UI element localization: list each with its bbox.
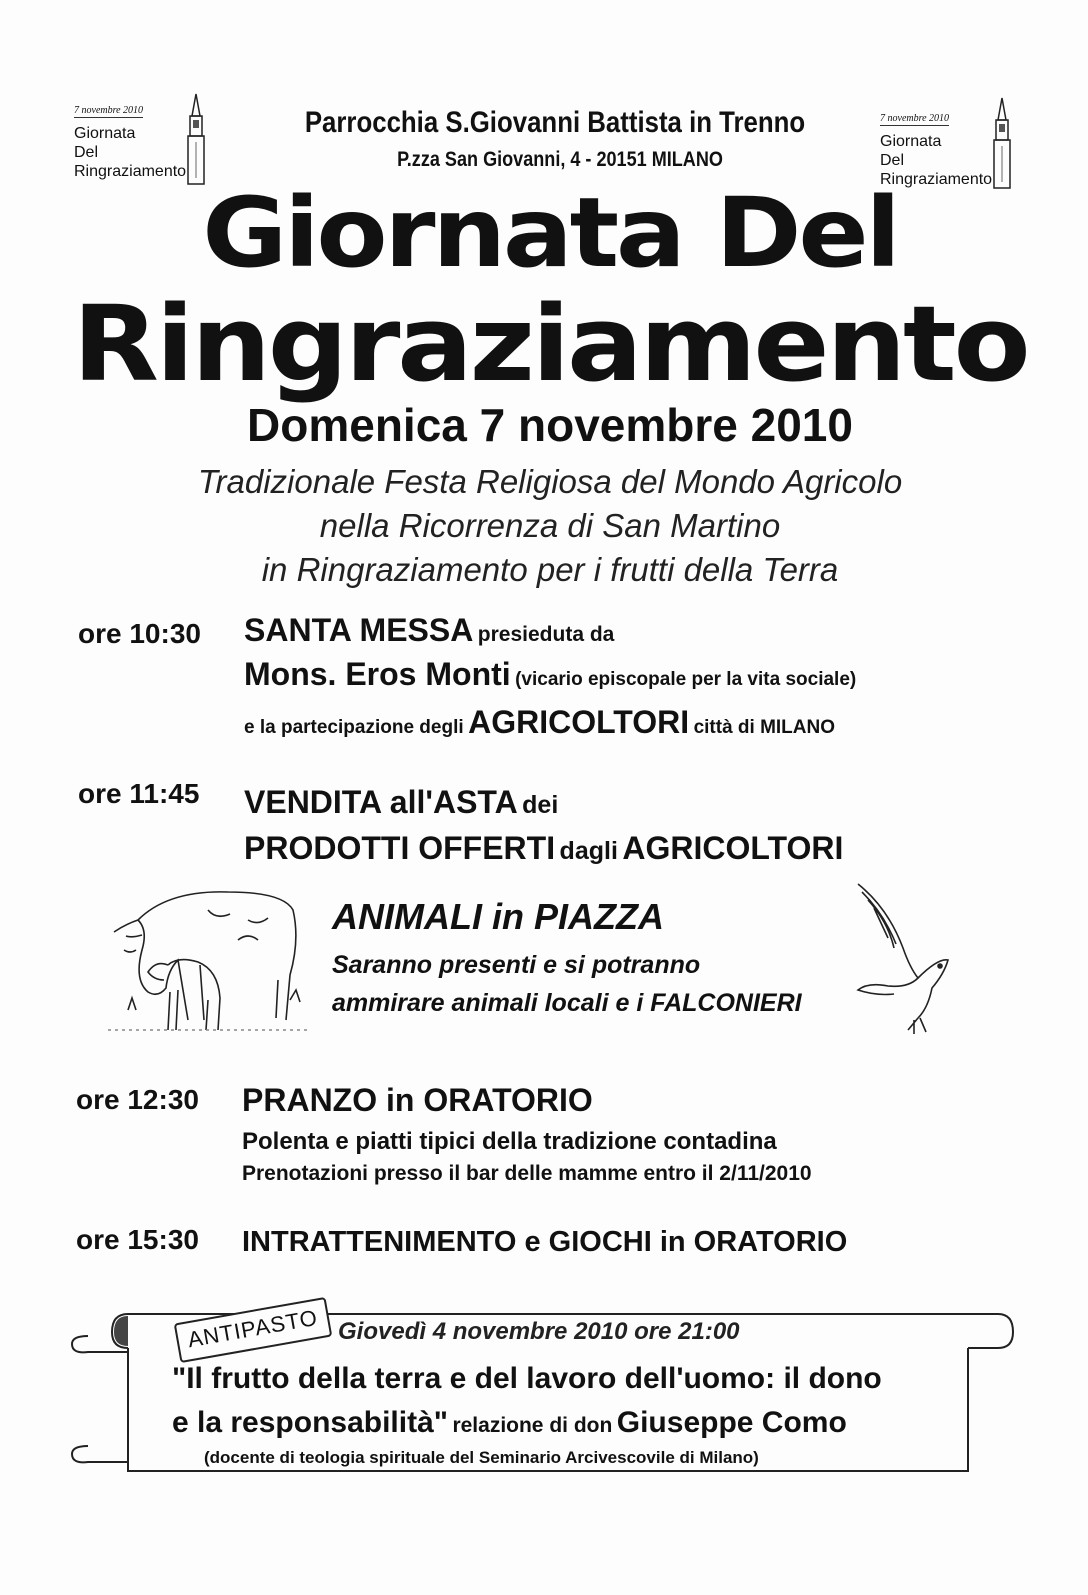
badge-line1: Giornata [880,133,942,150]
parish-address: P.zza San Giovanni, 4 - 20151 MILANO [397,148,723,171]
antipasto-stamp: ANTIPASTO [174,1297,333,1363]
games-time: ore 15:30 [76,1224,199,1255]
lunch-line2: Prenotazioni presso il bar delle mamme entro il 2/11/2010 [242,1162,812,1185]
antipasto-when: Giovedì 4 novembre 2010 ore 21:00 [338,1318,740,1345]
games-title: INTRATTENIMENTO e GIOCHI in ORATORIO [242,1226,848,1258]
badge-line2: Del [74,144,99,161]
lunch-title: PRANZO in ORATORIO [242,1082,593,1118]
auction-farmers: AGRICOLTORI [622,830,844,866]
subtitle-line1: Tradizionale Festa Religiosa del Mondo Agricolo [197,463,903,500]
badge-date: 7 novembre 2010 [880,113,950,124]
auction-title: VENDITA all'ASTA [244,784,518,820]
badge-line3: Ringraziamento [74,163,187,180]
bell-tower-icon [178,92,214,188]
antipasto-quote-line2: e la responsabilità" [172,1406,448,1439]
participation-group: AGRICOLTORI [468,704,690,740]
badge-date: 7 novembre 2010 [74,105,144,116]
mass-title: SANTA MESSA [244,612,474,648]
badge-line2: Del [880,152,905,169]
subtitle-line2: nella Ricorrenza di San Martino [319,507,781,544]
lunch-line1: Polenta e piatti tipici della tradizione contadina [242,1128,777,1155]
badge-line3: Ringraziamento [880,171,993,188]
speaker-note: (docente di teologia spirituale del Seminario Arcivescovile di Milano) [204,1448,759,1467]
corner-badge-left [74,100,244,181]
badge-line1: Giornata [74,125,136,142]
subtitle-line3: in Ringraziamento per i frutti della Terra [261,551,839,588]
lunch-time: ore 12:30 [76,1084,199,1115]
participation-suffix: città di MILANO [693,717,836,738]
mass-celebrant-note: (vicario episcopale per la vita sociale) [515,669,857,690]
animals-title: ANIMALI in PIAZZA [332,896,664,937]
mass-participation-row [244,704,835,741]
title-line1: Giornata Del [202,177,898,289]
animals-line2: ammirare animali locali e i FALCONIERI [332,989,802,1017]
participation-prefix: e la partecipazione degli [244,717,464,738]
auction-dei: dei [522,791,559,819]
mass-time: ore 10:30 [78,618,201,649]
auction-row2 [244,830,843,867]
antipasto-quote-line1: "Il frutto della terra e del lavoro dell'uomo: il dono [172,1362,882,1395]
bell-tower-icon [984,96,1020,192]
auction-products: PRODOTTI OFFERTI [244,830,556,866]
falcon-icon [848,878,958,1038]
cow-and-calf-icon [108,880,308,1040]
event-date: Domenica 7 novembre 2010 [247,399,853,451]
animals-line1: Saranno presenti e si potranno [332,951,701,979]
antipasto-quote-row2 [172,1406,847,1440]
corner-badge-right [880,108,1050,189]
auction-time: ore 11:45 [78,778,200,809]
auction-dagli: dagli [559,837,618,865]
speaker-name: Giuseppe Como [616,1406,847,1439]
auction-row1 [244,784,558,821]
mass-celebrant-row [244,656,856,693]
mass-title-row [244,612,614,649]
parish-name: Parrocchia S.Giovanni Battista in Trenno [304,106,806,139]
speaker-prefix: relazione di don [452,1414,613,1437]
mass-celebrant: Mons. Eros Monti [244,656,511,692]
title-line2: Ringraziamento [72,283,1028,405]
mass-title-suffix: presieduta da [477,623,615,646]
